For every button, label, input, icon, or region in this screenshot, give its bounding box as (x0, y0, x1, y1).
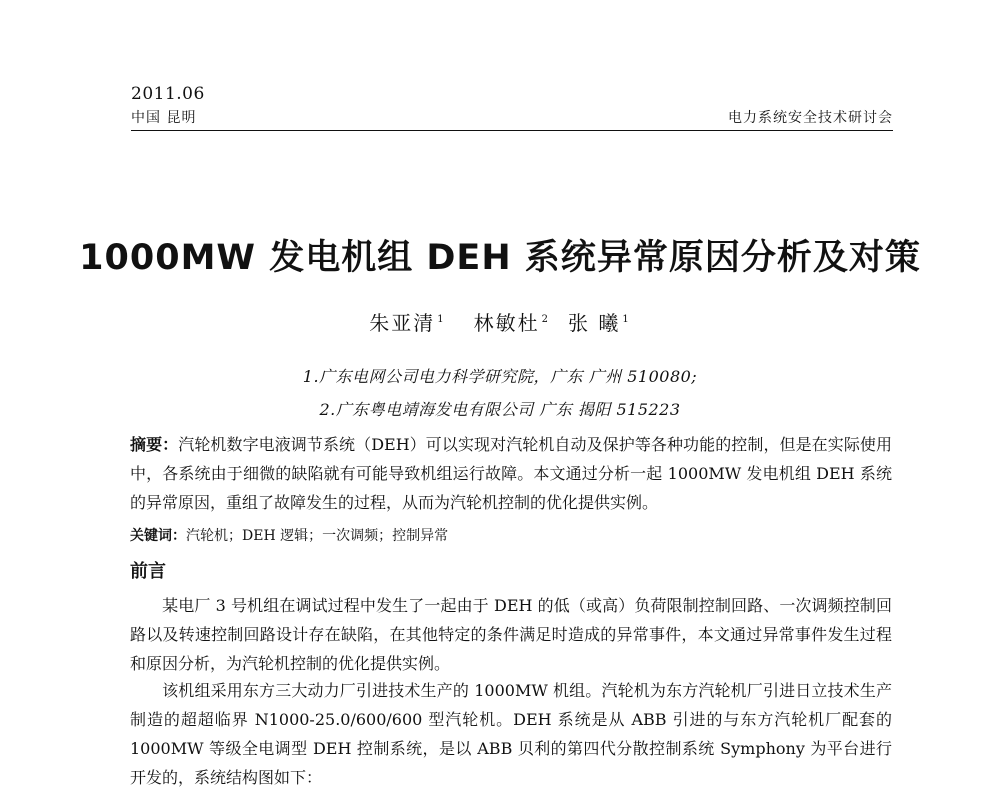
author-name: 张 曦 (568, 311, 621, 335)
page-header (131, 84, 893, 132)
keywords-text: 汽轮机；DEH 逻辑；一次调频；控制异常 (186, 528, 449, 544)
header-location: 中国 昆明 (131, 110, 197, 126)
affiliation-1: 1.广东电网公司电力科学研究院，广东 广州 510080; (302, 367, 698, 386)
author-affiliation-mark: 1 (437, 314, 446, 326)
author-affiliation-mark: 1 (622, 314, 631, 326)
keywords-label: 关键词： (130, 528, 186, 544)
header-conference-name: 电力系统安全技术研讨会 (728, 110, 893, 126)
author-name: 朱亚清 (369, 311, 436, 335)
author-list (0, 307, 1000, 336)
keywords (130, 525, 892, 545)
paragraph-text: 某电厂 3 号机组在调试过程中发生了一起由于 DEH 的低（或高）负荷限制控制回路、一次调频控制回路以及转速控制回路设计存在缺陷，在其他特定的条件满足时造成的异常事件，本文通过异常事件发生过程和原因分析，为汽轮机控制的优化提供实例。 (130, 596, 892, 673)
abstract-text: 汽轮机数字电液调节系统（DEH）可以实现对汽轮机自动及保护等各种功能的控制，但是在实际使用中，各系统由于细微的缺陷就有可能导致机组运行故障。本文通过分析一起 1000MW 发电机组 DEH 系统的异常原因，重组了故障发生的过程，从而为汽轮机控制的优化提供实例。 (130, 435, 892, 512)
affiliation-2: 2.广东粤电靖海发电有限公司 广东 揭阳 515223 (319, 400, 681, 419)
author-name: 林敏杜 (473, 311, 540, 335)
section-heading: 前言 (130, 561, 166, 582)
author-affiliation-mark: 2 (541, 314, 550, 326)
paragraph-text: 该机组采用东方三大动力厂引进技术生产的 1000MW 机组。汽轮机为东方汽轮机厂引进日立技术生产制造的超超临界 N1000-25.0/600/600 型汽轮机。DEH 系统是从 ABB 引进的与东方汽轮机厂配套的 1000MW 等级全电调型 DEH 控制系统，是以 ABB 贝利的第四代分散控制系统 Symphony 为平台进行开发的，系统结构图如下： (130, 681, 892, 787)
paper-title: 1000MW 发电机组 DEH 系统异常原因分析及对策 (79, 238, 921, 278)
body-paragraph (130, 591, 892, 678)
header-divider (131, 130, 893, 131)
abstract (130, 430, 892, 517)
header-date: 2011.06 (131, 84, 205, 104)
abstract-label: 摘要： (130, 435, 179, 454)
body-paragraph (130, 676, 892, 792)
